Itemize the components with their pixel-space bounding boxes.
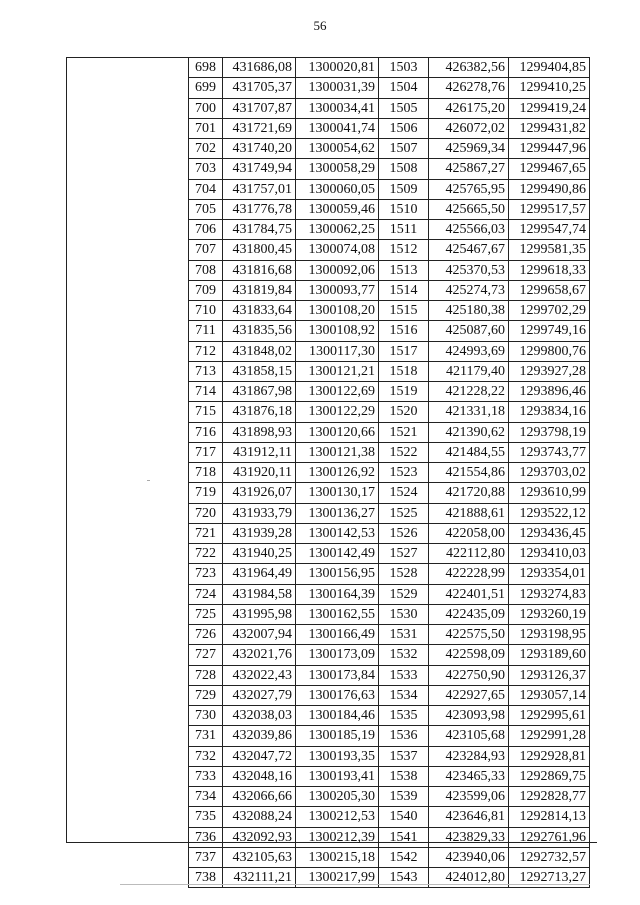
table-row — [189, 463, 590, 483]
table-row — [189, 118, 590, 138]
table-row — [189, 503, 590, 523]
x-coordinate-left-cell: 432021,76 — [223, 645, 296, 665]
x-coordinate-right-cell: 421484,55 — [429, 442, 509, 462]
y-coordinate-right-cell: 1293274,83 — [509, 584, 590, 604]
point-number-right-cell: 1511 — [379, 220, 429, 240]
x-coordinate-right-cell: 425467,67 — [429, 240, 509, 260]
y-coordinate-left-cell: 1300142,49 — [296, 544, 379, 564]
point-number-left-cell: 725 — [189, 604, 223, 624]
table-row — [189, 382, 590, 402]
point-number-left-cell: 704 — [189, 179, 223, 199]
y-coordinate-right-cell: 1299749,16 — [509, 321, 590, 341]
y-coordinate-left-cell: 1300130,17 — [296, 483, 379, 503]
x-coordinate-left-cell: 432048,16 — [223, 766, 296, 786]
x-coordinate-left-cell: 431995,98 — [223, 604, 296, 624]
table-row — [189, 746, 590, 766]
point-number-left-cell: 736 — [189, 827, 223, 847]
point-number-right-cell: 1519 — [379, 382, 429, 402]
x-coordinate-left-cell: 431816,68 — [223, 260, 296, 280]
point-number-left-cell: 703 — [189, 159, 223, 179]
x-coordinate-right-cell: 422435,09 — [429, 604, 509, 624]
x-coordinate-left-cell: 432027,79 — [223, 685, 296, 705]
y-coordinate-right-cell: 1299490,86 — [509, 179, 590, 199]
x-coordinate-right-cell: 425969,34 — [429, 139, 509, 159]
point-number-left-cell: 732 — [189, 746, 223, 766]
table-row — [189, 341, 590, 361]
point-number-right-cell: 1515 — [379, 301, 429, 321]
y-coordinate-left-cell: 1300176,63 — [296, 685, 379, 705]
point-number-right-cell: 1543 — [379, 868, 429, 888]
x-coordinate-left-cell: 431835,56 — [223, 321, 296, 341]
y-coordinate-right-cell: 1293703,02 — [509, 463, 590, 483]
point-number-left-cell: 717 — [189, 442, 223, 462]
y-coordinate-right-cell: 1293798,19 — [509, 422, 590, 442]
x-coordinate-left-cell: 431800,45 — [223, 240, 296, 260]
y-coordinate-left-cell: 1300215,18 — [296, 847, 379, 867]
x-coordinate-left-cell: 431721,69 — [223, 118, 296, 138]
point-number-left-cell: 738 — [189, 868, 223, 888]
point-number-left-cell: 705 — [189, 199, 223, 219]
table-row — [189, 422, 590, 442]
x-coordinate-left-cell: 431848,02 — [223, 341, 296, 361]
table-row — [189, 726, 590, 746]
point-number-right-cell: 1527 — [379, 544, 429, 564]
x-coordinate-right-cell: 421888,61 — [429, 503, 509, 523]
table-row — [189, 260, 590, 280]
point-number-left-cell: 707 — [189, 240, 223, 260]
x-coordinate-right-cell: 424012,80 — [429, 868, 509, 888]
x-coordinate-left-cell: 431833,64 — [223, 301, 296, 321]
table-row — [189, 220, 590, 240]
point-number-right-cell: 1536 — [379, 726, 429, 746]
y-coordinate-right-cell: 1299410,25 — [509, 78, 590, 98]
y-coordinate-left-cell: 1300122,69 — [296, 382, 379, 402]
x-coordinate-right-cell: 421331,18 — [429, 402, 509, 422]
y-coordinate-right-cell: 1292814,13 — [509, 807, 590, 827]
y-coordinate-left-cell: 1300173,84 — [296, 665, 379, 685]
y-coordinate-left-cell: 1300122,29 — [296, 402, 379, 422]
point-number-left-cell: 723 — [189, 564, 223, 584]
left-empty-column — [66, 57, 189, 843]
point-number-left-cell: 731 — [189, 726, 223, 746]
y-coordinate-left-cell: 1300060,05 — [296, 179, 379, 199]
table-row — [189, 827, 590, 847]
point-number-right-cell: 1535 — [379, 706, 429, 726]
point-number-right-cell: 1506 — [379, 118, 429, 138]
y-coordinate-left-cell: 1300185,19 — [296, 726, 379, 746]
point-number-right-cell: 1532 — [379, 645, 429, 665]
y-coordinate-right-cell: 1293896,46 — [509, 382, 590, 402]
point-number-right-cell: 1510 — [379, 199, 429, 219]
table-row — [189, 604, 590, 624]
x-coordinate-right-cell: 426278,76 — [429, 78, 509, 98]
table-row — [189, 442, 590, 462]
x-coordinate-right-cell: 423093,98 — [429, 706, 509, 726]
x-coordinate-right-cell: 425867,27 — [429, 159, 509, 179]
x-coordinate-left-cell: 431819,84 — [223, 280, 296, 300]
point-number-right-cell: 1522 — [379, 442, 429, 462]
x-coordinate-right-cell: 423646,81 — [429, 807, 509, 827]
y-coordinate-left-cell: 1300217,99 — [296, 868, 379, 888]
point-number-left-cell: 727 — [189, 645, 223, 665]
x-coordinate-left-cell: 431749,94 — [223, 159, 296, 179]
point-number-right-cell: 1537 — [379, 746, 429, 766]
x-coordinate-right-cell: 422598,09 — [429, 645, 509, 665]
y-coordinate-right-cell: 1299702,29 — [509, 301, 590, 321]
table-row — [189, 625, 590, 645]
y-coordinate-right-cell: 1299581,35 — [509, 240, 590, 260]
bottom-rule — [120, 884, 590, 885]
x-coordinate-right-cell: 422112,80 — [429, 544, 509, 564]
y-coordinate-right-cell: 1293834,16 — [509, 402, 590, 422]
table-row — [189, 240, 590, 260]
x-coordinate-right-cell: 422575,50 — [429, 625, 509, 645]
y-coordinate-right-cell: 1292928,81 — [509, 746, 590, 766]
y-coordinate-right-cell: 1292869,75 — [509, 766, 590, 786]
table-row — [189, 159, 590, 179]
x-coordinate-right-cell: 423829,33 — [429, 827, 509, 847]
x-coordinate-left-cell: 431757,01 — [223, 179, 296, 199]
y-coordinate-left-cell: 1300108,20 — [296, 301, 379, 321]
point-number-left-cell: 708 — [189, 260, 223, 280]
x-coordinate-left-cell: 432088,24 — [223, 807, 296, 827]
y-coordinate-left-cell: 1300212,39 — [296, 827, 379, 847]
point-number-left-cell: 730 — [189, 706, 223, 726]
y-coordinate-right-cell: 1299431,82 — [509, 118, 590, 138]
x-coordinate-right-cell: 422058,00 — [429, 523, 509, 543]
point-number-left-cell: 711 — [189, 321, 223, 341]
point-number-right-cell: 1514 — [379, 280, 429, 300]
y-coordinate-left-cell: 1300184,46 — [296, 706, 379, 726]
point-number-right-cell: 1541 — [379, 827, 429, 847]
table-row — [189, 523, 590, 543]
point-number-right-cell: 1509 — [379, 179, 429, 199]
y-coordinate-right-cell: 1299404,85 — [509, 58, 590, 78]
point-number-right-cell: 1533 — [379, 665, 429, 685]
page-number: 56 — [313, 18, 327, 33]
y-coordinate-right-cell: 1293436,45 — [509, 523, 590, 543]
y-coordinate-left-cell: 1300162,55 — [296, 604, 379, 624]
table-row — [189, 179, 590, 199]
point-number-left-cell: 714 — [189, 382, 223, 402]
point-number-left-cell: 719 — [189, 483, 223, 503]
x-coordinate-right-cell: 422228,99 — [429, 564, 509, 584]
y-coordinate-left-cell: 1300093,77 — [296, 280, 379, 300]
y-coordinate-right-cell: 1292995,61 — [509, 706, 590, 726]
x-coordinate-right-cell: 422750,90 — [429, 665, 509, 685]
point-number-right-cell: 1517 — [379, 341, 429, 361]
x-coordinate-right-cell: 425370,53 — [429, 260, 509, 280]
x-coordinate-right-cell: 423940,06 — [429, 847, 509, 867]
x-coordinate-left-cell: 432111,21 — [223, 868, 296, 888]
y-coordinate-right-cell: 1293522,12 — [509, 503, 590, 523]
y-coordinate-right-cell: 1299419,24 — [509, 98, 590, 118]
y-coordinate-right-cell: 1293927,28 — [509, 361, 590, 381]
y-coordinate-left-cell: 1300142,53 — [296, 523, 379, 543]
point-number-left-cell: 709 — [189, 280, 223, 300]
y-coordinate-right-cell: 1292713,27 — [509, 868, 590, 888]
x-coordinate-left-cell: 432092,93 — [223, 827, 296, 847]
y-coordinate-left-cell: 1300062,25 — [296, 220, 379, 240]
point-number-right-cell: 1516 — [379, 321, 429, 341]
y-coordinate-left-cell: 1300120,66 — [296, 422, 379, 442]
x-coordinate-right-cell: 421554,86 — [429, 463, 509, 483]
margin-mark — [147, 480, 150, 481]
point-number-left-cell: 720 — [189, 503, 223, 523]
point-number-right-cell: 1512 — [379, 240, 429, 260]
point-number-left-cell: 724 — [189, 584, 223, 604]
point-number-left-cell: 700 — [189, 98, 223, 118]
x-coordinate-left-cell: 431784,75 — [223, 220, 296, 240]
point-number-right-cell: 1524 — [379, 483, 429, 503]
table-row — [189, 645, 590, 665]
point-number-right-cell: 1513 — [379, 260, 429, 280]
x-coordinate-right-cell: 425566,03 — [429, 220, 509, 240]
table-row — [189, 544, 590, 564]
y-coordinate-left-cell: 1300117,30 — [296, 341, 379, 361]
y-coordinate-left-cell: 1300054,62 — [296, 139, 379, 159]
x-coordinate-right-cell: 423284,93 — [429, 746, 509, 766]
table-row — [189, 564, 590, 584]
point-number-left-cell: 702 — [189, 139, 223, 159]
y-coordinate-left-cell: 1300108,92 — [296, 321, 379, 341]
x-coordinate-left-cell: 432038,03 — [223, 706, 296, 726]
y-coordinate-right-cell: 1293260,19 — [509, 604, 590, 624]
point-number-right-cell: 1521 — [379, 422, 429, 442]
y-coordinate-left-cell: 1300164,39 — [296, 584, 379, 604]
y-coordinate-left-cell: 1300136,27 — [296, 503, 379, 523]
x-coordinate-left-cell: 431933,79 — [223, 503, 296, 523]
x-coordinate-right-cell: 421179,40 — [429, 361, 509, 381]
table-row — [189, 807, 590, 827]
x-coordinate-left-cell: 432105,63 — [223, 847, 296, 867]
point-number-right-cell: 1508 — [379, 159, 429, 179]
point-number-right-cell: 1530 — [379, 604, 429, 624]
y-coordinate-right-cell: 1292761,96 — [509, 827, 590, 847]
y-coordinate-left-cell: 1300058,29 — [296, 159, 379, 179]
x-coordinate-left-cell: 431898,93 — [223, 422, 296, 442]
y-coordinate-right-cell: 1293410,03 — [509, 544, 590, 564]
x-coordinate-left-cell: 431858,15 — [223, 361, 296, 381]
y-coordinate-right-cell: 1293126,37 — [509, 665, 590, 685]
table-row — [189, 483, 590, 503]
y-coordinate-left-cell: 1300041,74 — [296, 118, 379, 138]
x-coordinate-right-cell: 423465,33 — [429, 766, 509, 786]
point-number-left-cell: 713 — [189, 361, 223, 381]
point-number-left-cell: 701 — [189, 118, 223, 138]
table-row — [189, 766, 590, 786]
point-number-left-cell: 737 — [189, 847, 223, 867]
y-coordinate-left-cell: 1300156,95 — [296, 564, 379, 584]
y-coordinate-left-cell: 1300173,09 — [296, 645, 379, 665]
y-coordinate-left-cell: 1300034,41 — [296, 98, 379, 118]
x-coordinate-right-cell: 426072,02 — [429, 118, 509, 138]
point-number-right-cell: 1518 — [379, 361, 429, 381]
point-number-left-cell: 710 — [189, 301, 223, 321]
point-number-left-cell: 734 — [189, 787, 223, 807]
table-row — [189, 139, 590, 159]
x-coordinate-left-cell: 431876,18 — [223, 402, 296, 422]
x-coordinate-right-cell: 421228,22 — [429, 382, 509, 402]
y-coordinate-right-cell: 1292828,77 — [509, 787, 590, 807]
y-coordinate-right-cell: 1293057,14 — [509, 685, 590, 705]
y-coordinate-right-cell: 1299467,65 — [509, 159, 590, 179]
x-coordinate-right-cell: 422401,51 — [429, 584, 509, 604]
x-coordinate-right-cell: 426382,56 — [429, 58, 509, 78]
x-coordinate-right-cell: 422927,65 — [429, 685, 509, 705]
point-number-left-cell: 733 — [189, 766, 223, 786]
x-coordinate-right-cell: 421390,62 — [429, 422, 509, 442]
table-row — [189, 98, 590, 118]
coordinates-table-body — [189, 58, 590, 888]
y-coordinate-right-cell: 1293354,01 — [509, 564, 590, 584]
x-coordinate-right-cell: 425665,50 — [429, 199, 509, 219]
y-coordinate-right-cell: 1299547,74 — [509, 220, 590, 240]
y-coordinate-left-cell: 1300020,81 — [296, 58, 379, 78]
point-number-left-cell: 729 — [189, 685, 223, 705]
point-number-left-cell: 721 — [189, 523, 223, 543]
x-coordinate-left-cell: 431686,08 — [223, 58, 296, 78]
point-number-left-cell: 715 — [189, 402, 223, 422]
x-coordinate-right-cell: 425087,60 — [429, 321, 509, 341]
y-coordinate-left-cell: 1300126,92 — [296, 463, 379, 483]
table-row — [189, 787, 590, 807]
y-coordinate-right-cell: 1299800,76 — [509, 341, 590, 361]
point-number-right-cell: 1505 — [379, 98, 429, 118]
y-coordinate-left-cell: 1300059,46 — [296, 199, 379, 219]
y-coordinate-left-cell: 1300166,49 — [296, 625, 379, 645]
x-coordinate-left-cell: 431707,87 — [223, 98, 296, 118]
table-row — [189, 706, 590, 726]
x-coordinate-right-cell: 421720,88 — [429, 483, 509, 503]
x-coordinate-left-cell: 432007,94 — [223, 625, 296, 645]
x-coordinate-right-cell: 425180,38 — [429, 301, 509, 321]
y-coordinate-left-cell: 1300031,39 — [296, 78, 379, 98]
table-row — [189, 78, 590, 98]
x-coordinate-right-cell: 425274,73 — [429, 280, 509, 300]
x-coordinate-left-cell: 432066,66 — [223, 787, 296, 807]
x-coordinate-left-cell: 431740,20 — [223, 139, 296, 159]
table-row — [189, 402, 590, 422]
point-number-left-cell: 718 — [189, 463, 223, 483]
point-number-right-cell: 1507 — [379, 139, 429, 159]
y-coordinate-left-cell: 1300092,06 — [296, 260, 379, 280]
point-number-right-cell: 1534 — [379, 685, 429, 705]
point-number-right-cell: 1503 — [379, 58, 429, 78]
point-number-right-cell: 1529 — [379, 584, 429, 604]
point-number-right-cell: 1528 — [379, 564, 429, 584]
point-number-right-cell: 1542 — [379, 847, 429, 867]
point-number-left-cell: 699 — [189, 78, 223, 98]
table-row — [189, 361, 590, 381]
point-number-right-cell: 1538 — [379, 766, 429, 786]
y-coordinate-left-cell: 1300212,53 — [296, 807, 379, 827]
y-coordinate-right-cell: 1293610,99 — [509, 483, 590, 503]
x-coordinate-right-cell: 423599,06 — [429, 787, 509, 807]
x-coordinate-left-cell: 431926,07 — [223, 483, 296, 503]
table-row — [189, 685, 590, 705]
x-coordinate-left-cell: 431912,11 — [223, 442, 296, 462]
x-coordinate-right-cell: 424993,69 — [429, 341, 509, 361]
table-row — [189, 584, 590, 604]
x-coordinate-left-cell: 432022,43 — [223, 665, 296, 685]
x-coordinate-left-cell: 432047,72 — [223, 746, 296, 766]
x-coordinate-right-cell: 426175,20 — [429, 98, 509, 118]
table-row — [189, 199, 590, 219]
y-coordinate-left-cell: 1300205,30 — [296, 787, 379, 807]
y-coordinate-left-cell: 1300121,21 — [296, 361, 379, 381]
point-number-right-cell: 1531 — [379, 625, 429, 645]
table-row — [189, 665, 590, 685]
x-coordinate-left-cell: 431776,78 — [223, 199, 296, 219]
coordinates-table — [188, 57, 590, 888]
point-number-right-cell: 1523 — [379, 463, 429, 483]
point-number-right-cell: 1539 — [379, 787, 429, 807]
y-coordinate-right-cell: 1293189,60 — [509, 645, 590, 665]
point-number-right-cell: 1520 — [379, 402, 429, 422]
y-coordinate-left-cell: 1300193,35 — [296, 746, 379, 766]
x-coordinate-left-cell: 431964,49 — [223, 564, 296, 584]
y-coordinate-right-cell: 1292991,28 — [509, 726, 590, 746]
y-coordinate-right-cell: 1299517,57 — [509, 199, 590, 219]
x-coordinate-left-cell: 432039,86 — [223, 726, 296, 746]
point-number-left-cell: 722 — [189, 544, 223, 564]
y-coordinate-left-cell: 1300121,38 — [296, 442, 379, 462]
point-number-left-cell: 726 — [189, 625, 223, 645]
x-coordinate-left-cell: 431939,28 — [223, 523, 296, 543]
x-coordinate-right-cell: 425765,95 — [429, 179, 509, 199]
x-coordinate-left-cell: 431920,11 — [223, 463, 296, 483]
table-row — [189, 301, 590, 321]
table-row — [189, 321, 590, 341]
table-row — [189, 280, 590, 300]
x-coordinate-left-cell: 431940,25 — [223, 544, 296, 564]
y-coordinate-right-cell: 1293743,77 — [509, 442, 590, 462]
y-coordinate-right-cell: 1299618,33 — [509, 260, 590, 280]
point-number-left-cell: 735 — [189, 807, 223, 827]
point-number-left-cell: 712 — [189, 341, 223, 361]
point-number-right-cell: 1525 — [379, 503, 429, 523]
x-coordinate-right-cell: 423105,68 — [429, 726, 509, 746]
y-coordinate-right-cell: 1299447,96 — [509, 139, 590, 159]
y-coordinate-left-cell: 1300193,41 — [296, 766, 379, 786]
y-coordinate-right-cell: 1292732,57 — [509, 847, 590, 867]
point-number-left-cell: 698 — [189, 58, 223, 78]
point-number-right-cell: 1526 — [379, 523, 429, 543]
x-coordinate-left-cell: 431984,58 — [223, 584, 296, 604]
point-number-left-cell: 716 — [189, 422, 223, 442]
point-number-left-cell: 706 — [189, 220, 223, 240]
y-coordinate-right-cell: 1293198,95 — [509, 625, 590, 645]
x-coordinate-left-cell: 431867,98 — [223, 382, 296, 402]
table-row — [189, 58, 590, 78]
table-row — [189, 847, 590, 867]
point-number-right-cell: 1540 — [379, 807, 429, 827]
y-coordinate-left-cell: 1300074,08 — [296, 240, 379, 260]
x-coordinate-left-cell: 431705,37 — [223, 78, 296, 98]
point-number-left-cell: 728 — [189, 665, 223, 685]
point-number-right-cell: 1504 — [379, 78, 429, 98]
y-coordinate-right-cell: 1299658,67 — [509, 280, 590, 300]
